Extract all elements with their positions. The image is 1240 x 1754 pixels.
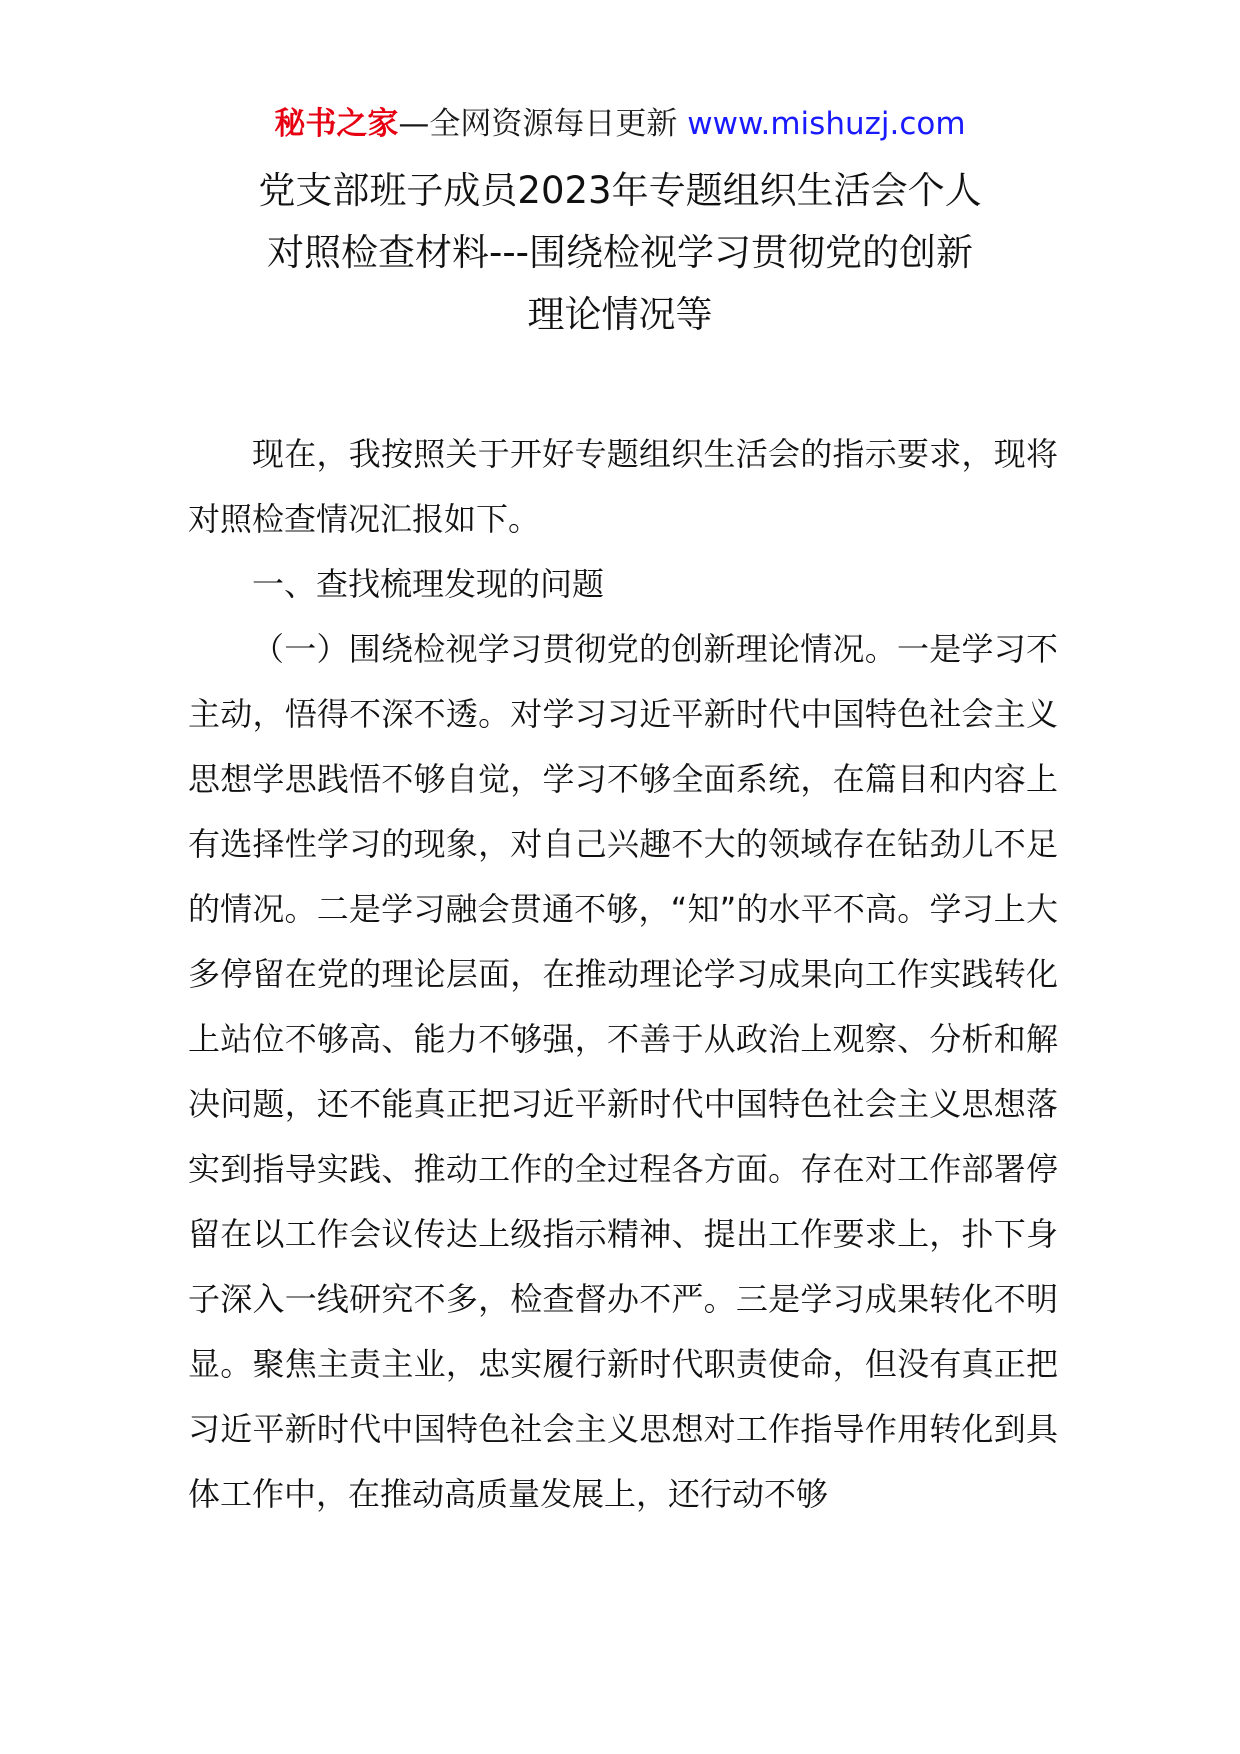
header-tagline: —全网资源每日更新	[398, 106, 688, 142]
section-heading: 一、查找梳理发现的问题	[252, 565, 605, 603]
site-header	[0, 102, 1240, 146]
title-line: 党支部班子成员2023年专题组织生活会个人	[258, 169, 982, 212]
body-paragraph-intro: 现在，我按照关于开好专题组织生活会的指示要求，现将对照检查情况汇报如下。	[188, 435, 1058, 538]
site-url[interactable]: www.mishuzj.com	[687, 106, 966, 142]
document-title	[150, 160, 1090, 346]
brand-name: 秘书之家	[274, 106, 399, 142]
document-body	[188, 422, 1058, 1527]
title-line: 理论情况等	[527, 293, 713, 336]
body-paragraph-section-1: （一）围绕检视学习贯彻党的创新理论情况。一是学习不主动，悟得不深不透。对学习习近平新时代中国特色社会主义思想学思践悟不够自觉，学习不够全面系统，在篇目和内容上有选择性学习的现象，对自己兴趣不大的领域存在钻劲儿不足的情况。二是学习融会贯通不够，“知”的水平不高。学习上大多停留在党的理论层面，在推动理论学习成果向工作实践转化上站位不够高、能力不够强，不善于从政治上观察、分析和解决问题，还不能真正把习近平新时代中国特色社会主义思想落实到指导实践、推动工作的全过程各方面。存在对工作部署停留在以工作会议传达上级指示精神、提出工作要求上，扑下身子深入一线研究不多，检查督办不严。三是学习成果转化不明显。聚焦主责主业，忠实履行新时代职责使命，但没有真正把习近平新时代中国特色社会主义思想对工作指导作用转化到具体工作中，在推动高质量发展上，还行动不够	[188, 630, 1058, 1513]
title-line: 对照检查材料---围绕检视学习贯彻党的创新	[266, 231, 974, 274]
